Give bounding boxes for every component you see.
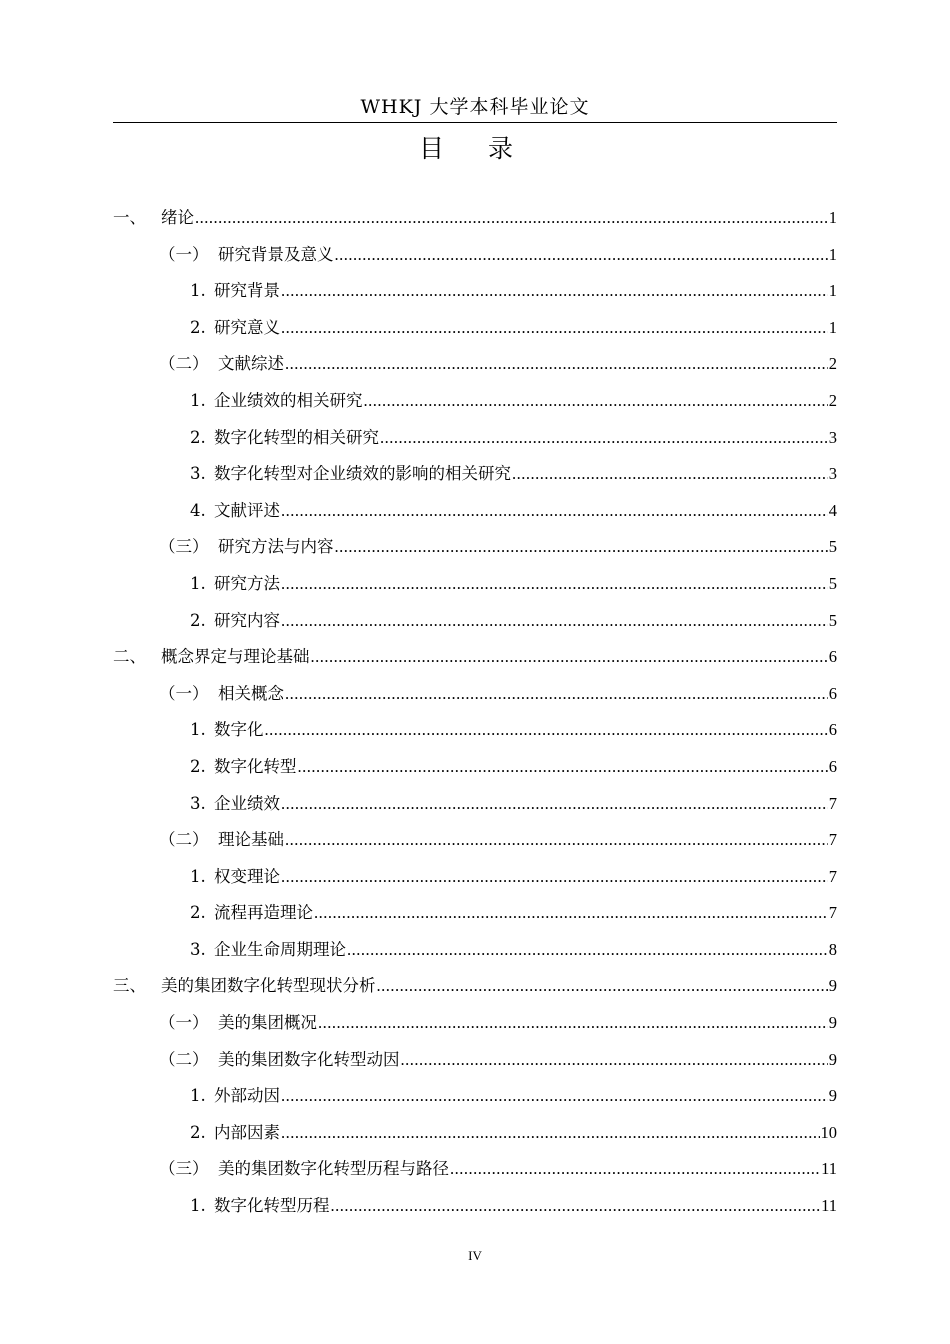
toc-leader-dots [281,493,828,530]
toc-leader-dots [401,1042,828,1079]
toc-entry-number: （二） [159,830,209,850]
toc-entry[interactable] [113,786,837,823]
toc-entry[interactable] [113,420,837,457]
toc-leader-dots [380,420,828,457]
toc-entry-page: 7 [828,903,837,923]
toc-entry-number: 2. [190,317,206,337]
toc-entry-label [190,456,511,493]
toc-entry-page: 6 [828,647,837,667]
toc-entry-number: 三、 [113,976,146,996]
toc-leader-dots [281,566,828,603]
toc-entry-label [190,310,280,347]
toc-entry[interactable] [113,456,837,493]
toc-entry-number: 2. [190,1122,206,1142]
toc-leader-dots [450,1151,820,1188]
toc-entry-page: 6 [828,683,837,703]
toc-entry[interactable] [113,1151,837,1188]
toc-entry[interactable] [113,273,837,310]
toc-entry-page: 8 [828,939,837,959]
toc-entry[interactable] [113,895,837,932]
toc-entry[interactable] [113,529,837,566]
toc-entry[interactable] [113,493,837,530]
toc-entry-title: 研究意义 [214,317,280,337]
toc-entry-number: 1. [190,720,206,740]
toc-entry-page: 1 [828,208,837,227]
toc-entry-page: 9 [828,1013,837,1033]
toc-entry-title: 数字化转型 [214,756,297,776]
toc-leader-dots [281,603,828,640]
toc-entry-number: （三） [159,1159,209,1179]
toc-entry-number: 1. [190,390,206,410]
toc-leader-dots [281,310,828,347]
toc-entry-number: 3. [190,939,206,959]
toc-entry[interactable] [113,676,837,713]
toc-entry-title: 美的集团数字化转型动因 [218,1049,400,1069]
toc-entry-page: 2 [828,390,837,410]
toc-entry-title: 企业生命周期理论 [214,939,346,959]
toc-entry-label [190,493,280,530]
toc-entry-page: 11 [821,1159,837,1179]
toc-entry[interactable] [113,859,837,896]
toc-entry-page: 7 [828,830,837,850]
toc-entry-page: 5 [828,573,837,593]
toc-entry-number: 4. [190,500,206,520]
toc-entry[interactable] [113,1188,837,1225]
toc-entry-label [113,639,310,676]
toc-entry[interactable] [113,1042,837,1079]
toc-entry-label [190,749,297,786]
toc-entry-label [113,200,194,237]
toc-entry[interactable] [113,639,837,676]
toc-entry-number: 3. [190,464,206,484]
toc-leader-dots [265,712,828,749]
toc-entry-number: （二） [159,1049,209,1069]
toc-entry-page: 9 [828,976,837,996]
toc-entry-page: 6 [828,756,837,776]
toc-entry-title: 绪论 [161,208,194,227]
toc-entry-title: 研究内容 [214,610,280,630]
toc-entry[interactable] [113,712,837,749]
toc-leader-dots [281,273,828,310]
toc-leader-dots [285,676,828,713]
toc-entry-label [190,932,346,969]
toc-entry-title: 数字化 [214,720,264,740]
toc-entry-title: 企业绩效的相关研究 [214,390,363,410]
toc-entry-label [190,420,379,457]
toc-entry-title: 权变理论 [214,866,280,886]
toc-entry-title: 内部因素 [214,1122,280,1142]
toc-entry-title: 美的集团数字化转型历程与路径 [218,1159,449,1179]
toc-leader-dots [331,1188,821,1225]
toc-leader-dots [281,1115,820,1152]
toc-leader-dots [314,895,828,932]
toc-entry-number: （一） [159,244,209,264]
running-header [113,94,837,123]
toc-entry-page: 6 [828,720,837,740]
page-title: 目 录 [419,134,531,163]
toc-leader-dots [347,932,828,969]
toc-entry-label [190,566,280,603]
toc-entry-title: 理论基础 [218,830,284,850]
toc-entry[interactable] [113,237,837,274]
toc-leader-dots [285,346,828,383]
toc-entry-number: 1. [190,281,206,301]
toc-entry-page: 5 [828,610,837,630]
toc-entry-number: （一） [159,683,209,703]
toc-entry-label [190,273,280,310]
toc-leader-dots [195,200,828,237]
toc-entry-number: （一） [159,1013,209,1033]
toc-entry-title: 美的集团概况 [218,1013,317,1033]
toc-entry-page: 3 [828,427,837,447]
toc-entry-page: 5 [828,537,837,557]
toc-entry-label [190,786,280,823]
toc-entry[interactable] [113,932,837,969]
toc-entry-number: 2. [190,610,206,630]
toc-entry-page: 4 [828,500,837,520]
toc-entry-title: 文献评述 [214,500,280,520]
toc-entry-label [159,822,284,859]
toc-entry-page: 1 [828,317,837,337]
toc-leader-dots [281,859,828,896]
toc-entry-title: 美的集团数字化转型现状分析 [161,976,376,996]
toc-entry-label [190,895,313,932]
toc-entry-label [113,968,376,1005]
toc-entry-label [190,383,363,420]
toc-entry-page: 7 [828,793,837,813]
toc-entry[interactable] [113,346,837,383]
toc-entry-title: 研究背景及意义 [218,244,334,264]
toc-entry-title: 相关概念 [218,683,284,703]
toc-entry-number: 二、 [113,647,146,667]
toc-entry-page: 9 [828,1086,837,1106]
toc-entry-label [190,1188,330,1225]
toc-entry[interactable] [113,200,837,237]
toc-entry-number: （三） [159,537,209,557]
toc-entry[interactable] [113,603,837,640]
toc-entry[interactable] [113,383,837,420]
toc-entry-label [190,859,280,896]
toc-entry-page: 11 [821,1196,837,1216]
toc-entry-number: 1. [190,1196,206,1216]
toc-entry-label [159,1151,449,1188]
toc-entry-number: 3. [190,793,206,813]
toc-entry-page: 3 [828,464,837,484]
toc-leader-dots [512,456,828,493]
toc-entry-label [190,603,280,640]
toc-entry-label [159,529,334,566]
toc-entry-page: 7 [828,866,837,886]
toc-leader-dots [335,529,828,566]
toc-entry[interactable] [113,566,837,603]
toc-entry-title: 研究方法 [214,573,280,593]
toc-entry-number: （二） [159,354,209,374]
toc-entry-label [159,676,284,713]
toc-entry-number: 1. [190,1086,206,1106]
toc-entry-label [190,712,264,749]
toc-entry[interactable] [113,968,837,1005]
toc-entry-label [159,1005,317,1042]
toc-entry-number: 2. [190,903,206,923]
toc-entry[interactable] [113,1078,837,1115]
toc-entry-number: 2. [190,756,206,776]
toc-entry-number: 1. [190,866,206,886]
toc-leader-dots [285,822,828,859]
toc-entry-label [190,1115,280,1152]
toc-leader-dots [364,383,828,420]
toc-entry[interactable] [113,1115,837,1152]
toc-leader-dots [281,1078,828,1115]
toc-entry-title: 外部动因 [214,1086,280,1106]
page-number: IV [468,1248,482,1263]
toc-entry-title: 流程再造理论 [214,903,313,923]
toc-entry[interactable] [113,1005,837,1042]
header-text: WHKJ 大学本科毕业论文 [360,96,590,118]
toc-entry-title: 文献综述 [218,354,284,374]
toc-entry-label [159,346,284,383]
toc-entry[interactable] [113,822,837,859]
toc-entry-page: 1 [828,281,837,301]
toc-entry-number: 2. [190,427,206,447]
toc-entry-label [159,1042,400,1079]
toc-entry-number: 一、 [113,208,146,227]
toc-leader-dots [311,639,828,676]
toc-entry-title: 数字化转型的相关研究 [214,427,379,447]
toc-entry-title: 数字化转型对企业绩效的影响的相关研究 [214,464,511,484]
toc-entry-title: 概念界定与理论基础 [161,647,310,667]
toc-entry-label [159,237,334,274]
toc-entry-title: 企业绩效 [214,793,280,813]
toc-entry-title: 数字化转型历程 [214,1196,330,1216]
toc-entry-label [190,1078,280,1115]
toc-leader-dots [335,237,828,274]
toc-entry[interactable] [113,310,837,347]
toc-entry-number: 1. [190,573,206,593]
toc-entry[interactable] [113,749,837,786]
table-of-contents [113,200,837,1225]
toc-entry-page: 2 [828,354,837,374]
toc-entry-page: 1 [828,244,837,264]
toc-entry-page: 9 [828,1049,837,1069]
toc-entry-title: 研究方法与内容 [218,537,334,557]
toc-leader-dots [298,749,828,786]
toc-entry-title: 研究背景 [214,281,280,301]
toc-entry-page: 10 [820,1122,837,1142]
toc-leader-dots [281,786,828,823]
toc-leader-dots [318,1005,828,1042]
toc-leader-dots [377,968,828,1005]
